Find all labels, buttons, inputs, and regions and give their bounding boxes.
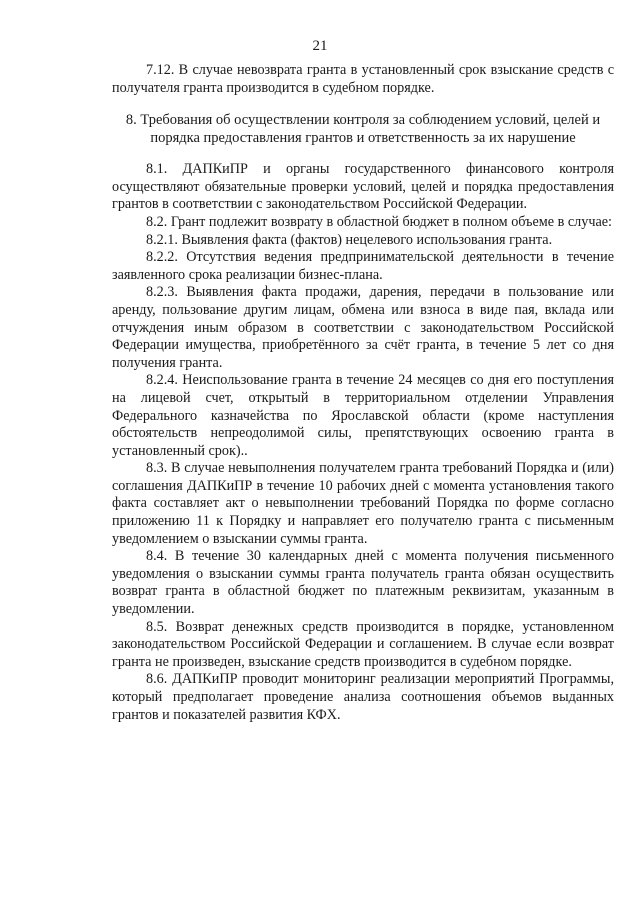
paragraph-8-2: 8.2. Грант подлежит возврату в областной бюджет в полном объеме в случае: [146, 213, 613, 230]
paragraph-8-6: 8.6. ДАПКиПР проводит мониторинг реализации мероприятий Программы, который предполагает проведение анализа соотношения объемов выданных грантов и показателей развития КФХ. [112, 671, 614, 723]
paragraph-8-2-3: 8.2.3. Выявления факта продажи, дарения, передачи в пользование или аренду, пользование другим лицам, обмена или взноса в виде пая, вклада или отчуждения иным образом в соответствии с законодательством Российской Федерации имущества, приобретённого за счёт гранта, в течение 5 лет со дня получения гранта. [112, 284, 614, 371]
paragraph-8-3: 8.3. В случае невыполнения получателем гранта требований Порядка и (или) соглашения ДАПКиПР в течение 10 рабочих дней с момента установления такого факта составляет акт о невыполнении требований Порядка по форме согласно приложению 11 к Порядку и направляет его получателю гранта с письменным уведомлением о взыскании суммы гранта. [112, 460, 614, 547]
intro-paragraph: 7.12. В случае невозврата гранта в установленный срок взыскание средств с получателя гранта производится в судебном порядке. [112, 62, 614, 96]
paragraph-8-2-1: 8.2.1. Выявления факта (фактов) нецелевого использования гранта. [146, 231, 553, 248]
section-heading: 8. Требования об осуществлении контроля за соблюдением условий, целей и порядка предоставления грантов и ответственность за их нарушение [125, 112, 601, 147]
paragraph-8-1: 8.1. ДАПКиПР и органы государственного финансового контроля осуществляют обязательные проверки условий, целей и порядка предоставления грантов в соответствии с законодательством Российской Федерации. [112, 161, 614, 213]
document-body [112, 62, 614, 724]
paragraph-8-5: 8.5. Возврат денежных средств производится в порядке, установленном законодательством Российской Федерации и соглашением. В случае если возврат гранта не произведен, взыскание средств производится в судебном порядке. [112, 618, 614, 670]
page-number: 21 [312, 38, 328, 54]
spacer [112, 147, 614, 161]
paragraph-8-4: 8.4. В течение 30 календарных дней с момента получения письменного уведомления о взыскании суммы гранта получатель гранта обязан осуществить возврат гранта в областной бюджет по платежным реквизитам, указанным в уведомлении. [112, 548, 614, 618]
paragraph-8-2-4: 8.2.4. Неиспользование гранта в течение 24 месяцев со дня его поступления на лицевой счет, открытый в территориальном отделении Управления Федерального казначейства по Ярославской области (кроме наступления обстоятельств непреодолимой силы, препятствующих освоению гранта в установленный срок).. [112, 372, 614, 459]
paragraph-8-2-2: 8.2.2. Отсутствия ведения предпринимательской деятельности в течение заявленного срока реализации бизнес-плана. [112, 249, 614, 283]
spacer [112, 97, 614, 111]
